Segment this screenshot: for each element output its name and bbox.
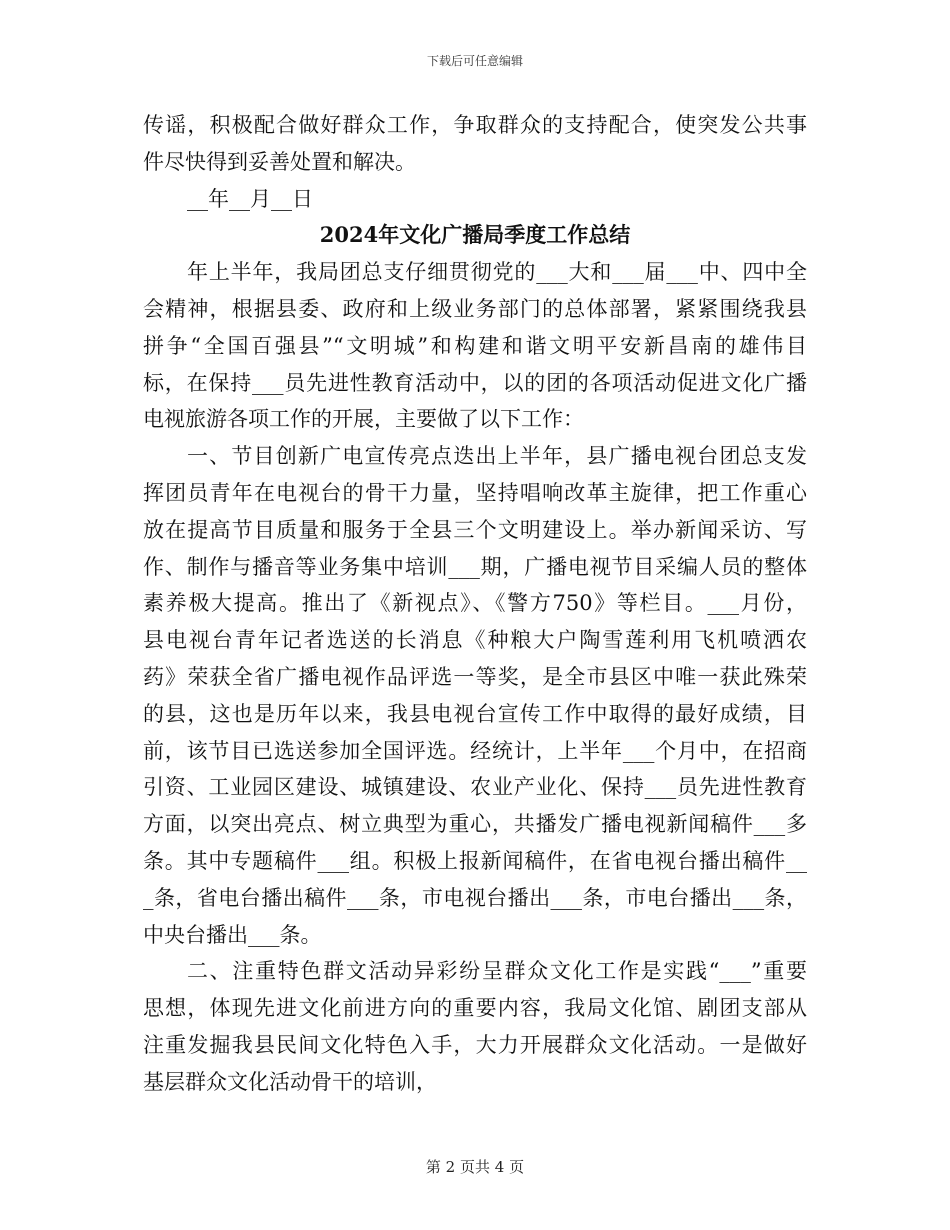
paragraph-line: 基层群众文化活动骨干的培训， <box>143 1069 437 1094</box>
paragraph-line: 条。其中专题稿件___组。积极上报新闻稿件，在省电视台播出稿件__ <box>143 848 807 873</box>
paragraph-line: 县电视台青年记者选送的长消息《种粮大户陶雪莲利用飞机喷洒农 <box>143 628 807 653</box>
paragraph-line: _条，省电台播出稿件___条，市电视台播出___条，市电台播出___条， <box>143 885 807 910</box>
paragraph-line: 注重发掘我县民间文化特色入手，大力开展群众文化活动。一是做好 <box>143 1032 807 1057</box>
paragraph-line: 件尽快得到妥善处置和解决。 <box>143 149 416 174</box>
paragraph-line: 电视旅游各项工作的开展，主要做了以下工作： <box>143 407 584 432</box>
document-title: 2024年文化广播局季度工作总结 <box>319 222 631 248</box>
paragraph-line: 中央台播出___条。 <box>143 922 322 947</box>
paragraph-line: 前，该节目已选送参加全国评选。经统计，上半年___个月中，在招商 <box>143 738 807 763</box>
paragraph-line: 素养极大提高。推出了《新视点》、《警方750》等栏目。___月份， <box>143 591 807 616</box>
paragraph-line: 思想，体现先进文化前进方向的重要内容，我局文化馆、剧团支部从 <box>143 996 807 1021</box>
paragraph-line: 一、节目创新广电宣传亮点迭出上半年，县广播电视台团总支发 <box>187 444 807 469</box>
paragraph-line: 药》荣获全省广播电视作品评选一等奖，是全市县区中唯一获此殊荣 <box>143 664 807 689</box>
paragraph-line: 拼争“全国百强县”“文明城”和构建和谐文明平安新昌南的雄伟目 <box>143 333 807 358</box>
paragraph-line: 放在提高节目质量和服务于全县三个文明建设上。举办新闻采访、写 <box>143 517 807 542</box>
paragraph-line: 会精神，根据县委、政府和上级业务部门的总体部署，紧紧围绕我县 <box>143 296 807 321</box>
page-header: 下载后可任意编辑 <box>426 54 523 68</box>
paragraph-line: 的县，这也是历年以来，我县电视台宣传工作中取得的最好成绩，目 <box>143 701 807 726</box>
date-line: __年__月__日 <box>187 186 313 211</box>
paragraph-line: 传谣，积极配合做好群众工作，争取群众的支持配合，使突发公共事 <box>143 113 807 137</box>
paragraph-line: 引资、工业园区建设、城镇建设、农业产业化、保持___员先进性教育 <box>143 775 807 800</box>
paragraph-line: 方面，以突出亮点、树立典型为重心，共播发广播电视新闻稿件___多 <box>143 812 807 837</box>
document-body <box>143 107 807 1101</box>
paragraph-line: 二、注重特色群文活动异彩纷呈群众文化工作是实践“___”重要 <box>187 959 807 984</box>
paragraph-line: 作、制作与播音等业务集中培训___期，广播电视节目采编人员的整体 <box>143 554 807 579</box>
paragraph-line: 标，在保持___员先进性教育活动中，以的团的各项活动促进文化广播 <box>143 370 807 395</box>
paragraph-line: 挥团员青年在电视台的骨干力量，坚持唱响改革主旋律，把工作重心 <box>143 480 807 505</box>
page-footer: 第 2 页共 4 页 <box>425 1158 525 1176</box>
paragraph-line: 年上半年，我局团总支仔细贯彻党的___大和___届___中、四中全 <box>187 260 807 285</box>
